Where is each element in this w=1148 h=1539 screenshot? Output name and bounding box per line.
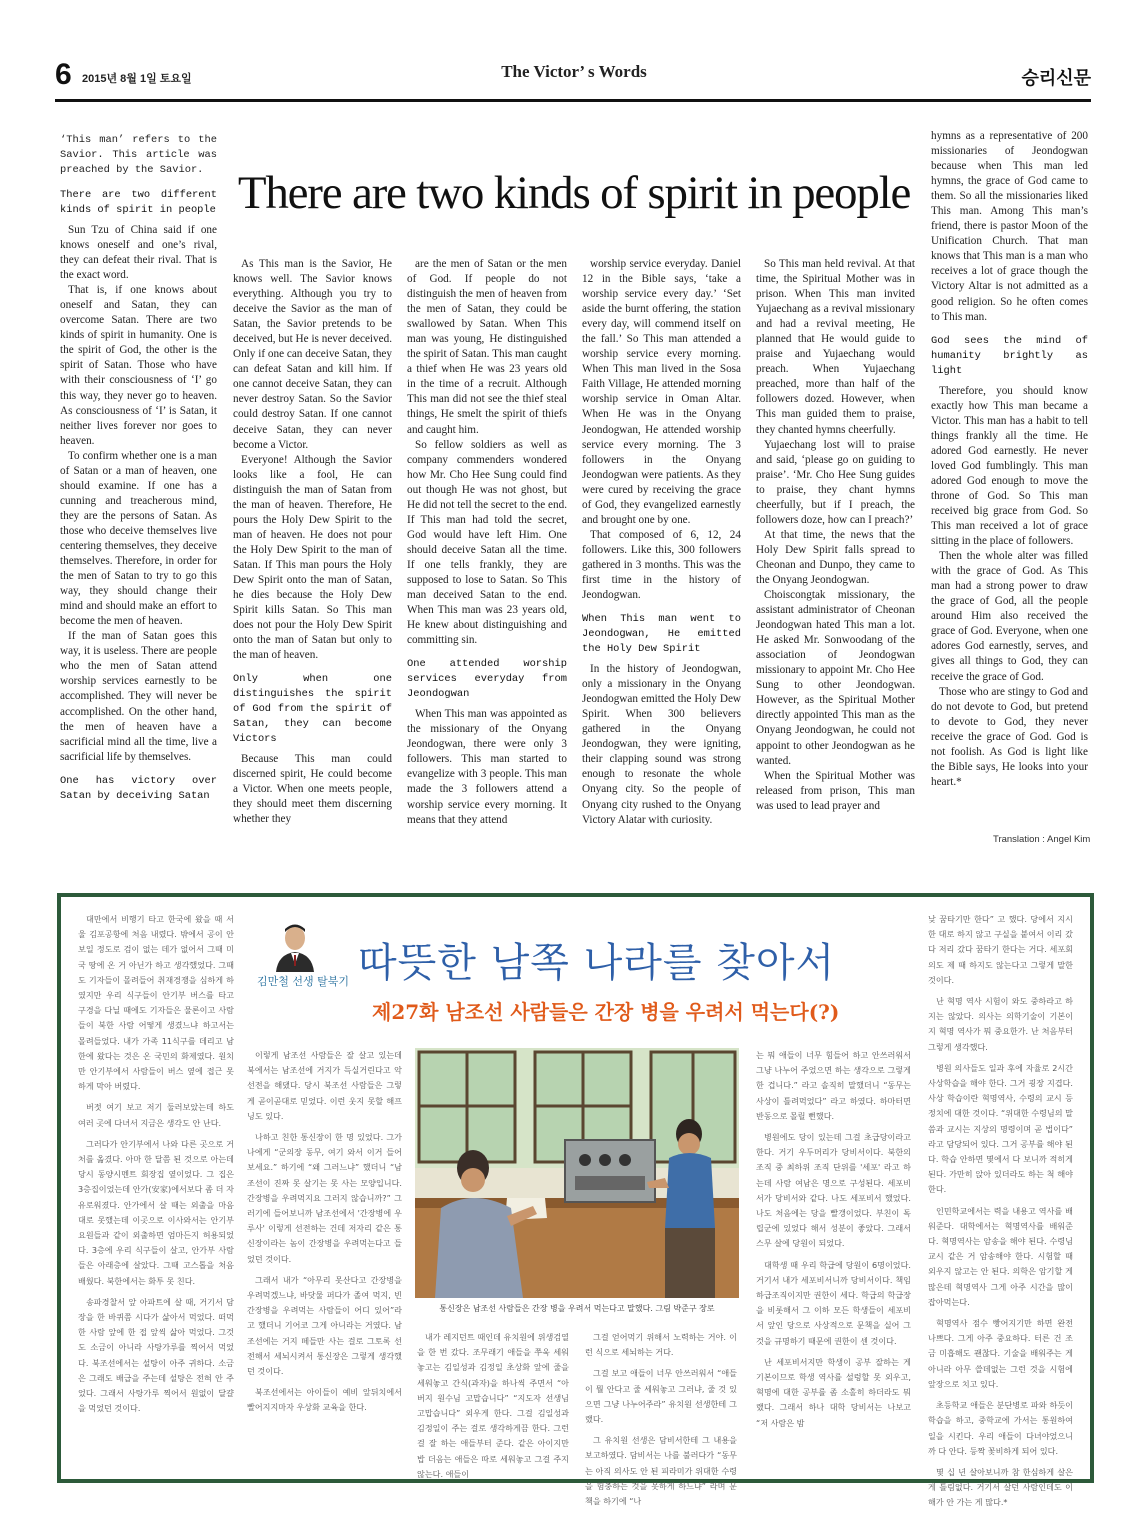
paragraph: 내가 레지던트 때인데 유치원에 위생검열을 한 번 갔다. 조무래기 애들을 쭈욱 세워놓고는 김일성과 김정일 초상화 앞에 줄을 세워놓고 간식(과자)을 하나씩 주면서 “아버지 원수님 고맙습니다” “지도자 선생님 고맙습니다” 외우게 한다. 그걸 김일성과 김정일이 주는 걸로 생각하게끔 한다. 그런 걸 잘 하는 애들부터 준다. 같은 아이지만 밥 더음는 애들은 따로 세워놓고 그걸 주지 않는다. 애들이 [417,1332,569,1479]
paragraph: That is, if one knows about oneself and Satan, they can overcome Satan. There are two kinds of spirit in humanity. One is the spirit of God, the other is the spirit of Satan. Those who have with their consciousness of ‘I’ go this way, they never go to heaven. As consciousness of ‘I’ is Satan, it neither lives forever nor goes to heaven. [60,284,217,447]
korean-column-3 [417,1330,569,1488]
subhead: There are two different kinds of spirit in people [60,189,217,216]
korean-column-6 [928,912,1073,1517]
author-portrait [272,920,318,972]
korean-column-4 [585,1330,737,1515]
paragraph: 북조선에서는 아이들이 예비 앞뒤치에서 빨어지지마자 우상화 교육을 한다. [247,1387,402,1413]
paragraph: 낮 꿈타기만 한다” 고 했다. 당에서 지시한 대로 하지 않고 구실을 붙여서 이리 갔다 저리 갔다 꿈타기 한다는 거다. 세포회의도 제 때 하지도 않는다고 그렇게 말한 것이다. [928,914,1073,985]
illustration-caption: 통신장은 남조선 사람들은 간장 병을 우려서 먹는다고 말했다. 그림 박준구 장로 [439,1304,715,1313]
paragraph: 버젓 여기 보고 저기 둘러보았는데 하도 여러 곳에 다녀서 지금은 생각도 안 난다. [78,1102,234,1128]
paragraph: 송파경찰서 앞 아파트에 살 때, 거기서 담장을 한 바퀴쯤 시다가 삶아서 먹었다. 떠먹 한 사람 앞에 한 접 앞씩 삶아 먹었다. 그것도 소금이 아니라 사탕가루를 찍어서 먹었다. 북조선에서는 설탕이 아주 귀하다. 소금은 그래도 배급을 주는데 설탕은 전혀 안 주었다. 그래서 사탕가루 찍어서 원없이 달걀을 먹었던 것이다. [78,1296,234,1414]
article-column-2 [233,257,392,828]
korean-subtitle: 제27화 남조선 사람들은 간장 병을 우려서 먹는다(?) [372,1000,840,1024]
paragraph: To confirm whether one is a man of Satan or a man of heaven, one should examine. If one has a cunning and treacherous mind, they are the persons of Satan. As those who deceive themselves live centering themselves, they deceive themselves. Therefore, in order for the men of Satan to try to go this way, they should change their mind and should make an effort to become the men of heaven. [60,449,217,628]
paragraph: As This man is the Savior, He knows well. The Savior knows everything. Although you try to deceive the Savior as the man of Satan, the Savior pretends to be deceived, but He is never deceived. Only if one can deceive Satan, they can defeat Satan and kill him. If one cannot deceive Satan, they can never destroy Satan. So the Savior could destroy Satan. If one cannot deceive Satan, they can never become a Victor. [233,258,392,451]
author-label: 김만철 선생 탈북기 [257,975,350,988]
paragraph: That composed of 6, 12, 24 followers. Like this, 300 followers gathered in 3 months. This was the first time in the history of Jeondogwan. [582,528,741,602]
translator-credit: Translation : Angel Kim [993,834,1091,845]
paragraph: 는 뭐 애들이 너무 힘들어 하고 안쓰러워서 그냥 나누어 주었으면 하는 생각으로 그렇게 한 겁니다.” 라고 솔직히 말했더니 “동무는 사상이 틀려먹었다” 라고 하였다. 하마터면 반동으로 몰릴 뻔했다. [756,1050,911,1121]
paragraph: Sun Tzu of China said if one knows oneself and one’s rival, they can defeat their rival. That is the exact word. [60,224,217,282]
paragraph: So fellow soldiers as well as company commenders wondered how Mr. Cho Hee Sung could find out though He was not ghost, but He did not tell the secret to the end. If This man had told the secret, God would have left Him. One should deceive Satan all the time. If one tells frankly, they are supposed to lose to Satan. So This man deceived Satan to the end. When This man was 23 years old, He knew about distinguishing and committing sin. [407,438,567,647]
paragraph: 병원 의사들도 일과 후에 자율로 2시간 사상학습을 해야 한다. 그거 굉장 지겹다. 사상 학습이란 혁명역사, 수령의 교시 등 정치에 대한 것이다. “위대한 수령님의 말씀과 교시는 지상의 명령이며 곧 법이다” 라고 담당되어 있다. 그거 공부를 해야 된다. 학습 안하면 몇에서 다 보니까 적히게 된다. 가만히 앉아 있더라도 하는 척 해야 한다. [928,1062,1073,1195]
paragraph: 초등학교 애들은 분단병로 파와 하듯이 학습을 하고, 중학교에 가서는 통원하여 일을 시킨다. 우리 애들이 다녀야었으니까 다 안다. 등짝 꽃비하게 되어 있다. [928,1400,1073,1456]
article-column-6 [931,129,1088,790]
paragraph: 그 유치원 선생은 담비서한테 그 내용을 보고하였다. 담비서는 나를 불러다가 “동무는 아직 의사도 안 된 피라미가 위대한 수령을 험충하는 것을 못하게 하느냐” 라며 문책을 하기에 “나 [585,1435,737,1507]
illustration [415,1048,739,1298]
korean-title: 따뜻한 남쪽 나라를 찾아서 [358,940,836,986]
paragraph: 병원에도 당이 있는데 그걸 초급당이라고 한다. 거기 우두머리가 당비서이다. 북한의 조직 중 최하위 조직 단위를 '세포' 라고 하는데 사람 여남은 명으로 구성된다. 세포비서가 당비서와 같다. 나도 세포비서 했었다. 나도 처음에는 당을 빨갱이었다. 부친이 독립군에 있었다 해서 성분이 좋았다. 그래서 스무 살에 당원이 되었다. [756,1132,911,1249]
subhead: One has victory over Satan by deceiving Satan [60,774,217,802]
article-headline: There are two kinds of spirit in people [237,167,911,219]
paragraph: worship service everyday. Daniel 12 in the Bible says, ‘take a worship service every day.’ ‘Set aside the burnt offering, the station every day, will commend itself on the fall.’ So This man attended a worship service every morning. When This man lived in the Sosa Faith Village, He attended morning worship service in Oman Altar. When He was in the Onyang Jeondogwan, He attended worship service every morning. The 3 followers in the Onyang Jeondogwan were patients. As they were cured by receiving the grace of God, they evangelized earnestly and brought one by one. [582,258,741,526]
section-title: The Victor’ s Words [501,62,647,81]
article-column-5 [756,257,915,814]
subhead: God sees the mind of humanity brightly as light [931,334,1088,377]
paragraph: 인민학교에서는 력을 내용고 역사를 배워준다. 대학에서는 혁명역사를 배워준다. 혁명역사는 암송을 해야 된다. 수령님 교시 같은 거 암송해야 한다. 시험할 때 외우지 않고는 안 된다. 의학은 암기할 게 많은데 혁명역사 그게 아주 시간을 많이 잡아먹는다. [928,1205,1073,1307]
paragraph: 이렇게 남조선 사람들은 잘 살고 있는데 북에서는 남조선에 거지가 득실거린다고 악선전을 해댔다. 당시 북조선 사람들은 그렇게 곧이곧대로 믿었다. 이런 웃지 못할 해프닝도 있다. [247,1050,402,1121]
paragraph: Because This man could discerned spirit, He could become a Victor. When one meets people, they should meet them discerning whether they [233,753,392,826]
subhead: Only when one distinguishes the spirit of God from the spirit of Satan, they can become Victors [233,673,392,746]
paragraph: If the man of Satan goes this way, it is useless. There are people who the men of Satan attend worship services earnestly to be accomplished. They will never be accomplished. On the other hand, the men of heaven have a sacrificial mind all the time, live a sacrificial life by themselves. [60,630,217,763]
paragraph: Those who are stingy to God and do not devote to God, but pretend to devote to God, they never receive the grace of God. God is not foolish. As God is light like the Bible says, He looks into your heart.* [931,685,1088,788]
paragraph: When This man was appointed as the missionary of the Onyang Jeondogwan, there were only 3 followers. This man started to evangelize with 3 people. This man made the 3 followers attend a worship service every morning. It means that they attend [407,708,567,826]
korean-column-5 [756,1048,911,1437]
paragraph: 그걸 얻어먹기 위해서 노력하는 거야. 이런 식으로 세뇌하는 거다. [585,1332,737,1358]
paragraph: Choiscongtak missionary, the assistant administrator of Cheonan Jeondogwan hated This man a lot. He asked Mr. Sonwoodang of the association of Jeondogwan missionary to appoint Mr. Cho Hee Sung to other Jeondogwan. However, as the Spiritual Mother directly appointed This man as the Onyang Jeondogwan, he could not appoint to other Jeondogwan as he wanted. [756,589,915,767]
korean-column-1 [78,912,234,1423]
paragraph: Everyone! Although the Savior looks like a fool, He can distinguish the man of Satan from the man of heaven. Therefore, He pours the Holy Dew Spirit to the man of heaven. He does not pour the Holy Dew Spirit to the man of Satan. If This man pours the Holy Dew Spirit onto the man of Satan, he dies because the Holy Dew Spirit kills Satan. So This man does not pour the Holy Dew Spirit onto the man of Satan but only to the man of heaven. [233,453,392,662]
paragraph: 난 세포비서지만 학생이 공부 잘하는 게 기본이므로 학생 역사를 설렁할 못 외우고, 혁명에 대한 공부를 좀 소홀히 하더라도 뭐랬다. 그래서 하나 대학 당비서는 나보고 “저 사람은 밤 [756,1356,911,1428]
paper-name: 승리신문 [1021,68,1091,89]
article-column-1 [60,133,217,809]
paragraph: 난 혁명 역사 시험이 와도 중하라고 하지는 않았다. 의사는 의학기술이 기본이지 혁명 역사가 뭐 중요한가. 난 처음부터 그렇게 생각했다. [928,996,1073,1052]
issue-date: 2015년 8월 1일 토요일 [82,73,192,85]
paragraph: Therefore, you should know exactly how This man became a Victor. This man has a habit to tell things frankly all the time. He adored God earnestly. He never loved God fumblingly. This man adored God enough to move the throne of God. So This man received big grace from God. So This man received a lot of grace sitting in the place of followers. [931,384,1088,548]
paragraph: 그래서 내가 “아무리 못산다고 간장병을 우려먹겠느냐, 바닷물 퍼다가 졸여 먹지, 빈 간장병을 우려먹는 사람들이 어디 있어”라고 했더니 기어코 그게 아니라는 거였다. 남조선에는 거지 떼들만 사는 걸로 그토록 선전해서 세뇌시켜서 통신장은 그렇게 생각했던 것이다. [247,1274,402,1377]
paragraph: hymns as a representative of 200 missionaries of Jeondogwan because when This man led hymns, the grace of God came to them. So all the missionaries liked This man. Among This man’s friend, there is pastor Moon of the Unification Church. That man knows that This man is a man who receives a lot of grace though the Victory Altar is not admitted as a good religion. So he often comes to This man. [931,130,1088,323]
article-lead: ‘This man’ refers to the Savior. This article was preached by the Savior. [60,134,217,176]
paragraph: 몇 십 년 살아보니까 참 한심하게 살은 게 틀림없다. 거기서 살던 사람인데도 이해가 안 가는 게 많다.* [928,1466,1073,1508]
paragraph: 혁명역사 점수 빵어지기만 하면 완전 나쁘다. 그게 아주 중요하다. 터른 건 조금 미흡해도 괜찮다. 기술을 배워주는 게 아니라 아무 쓸데없는 그런 것을 시험에 앞장으로 치고 있다. [928,1318,1073,1389]
header-rule [55,99,1091,102]
article-column-4 [582,257,741,828]
paragraph: Yujaechang lost will to praise and said, ‘please go on guiding to praise’. ‘Mr. Cho Hee Sung guides to praise, they chant hymns cheerfully, but if I preach, the followers doze, how can I preach?’ [756,438,915,526]
paragraph: 그러다가 안기부에서 나와 다른 곳으로 거처를 옮겼다. 아마 한 달쯤 된 것으로 아는데 당시 동양시멘트 회장집 옆이었다. 그 집은 3층집이었는데 안가(安家)에서보다 좀 더 자유로워졌다. 안가에서 살 때는 외출을 마음대로 못했는데 이곳으로 이사와서는 안기부 요원들과 같이 외출하면 엄마든지 허용되었다. 3층에 우리 식구들이 살고, 안가부 사람들은 아래층에 살았다. 그때 고스톱을 처음 배웠다. 북한에서는 화투 못 친다. [78,1138,234,1286]
subhead: One attended worship services everyday from Jeondogwan [407,658,567,701]
paragraph: In the history of Jeondogwan, only a missionary in the Onyang Jeondogwan emitted the Holy Dew Spirit. When 300 believers gathered in the Onyang Jeondogwan, they were igniting, their clapping sound was strong enough to resonate the whole Onyang city. So the people of Onyang city rushed to the Onyang Victory Alatar with curiosity. [582,663,741,826]
subhead: When This man went to Jeondogwan, He emitted the Holy Dew Spirit [582,613,741,656]
paragraph: Then the whole alter was filled with the grace of God. As This man had a strong power to draw the grace of God, all the people around Him also received the grace of God. Everyone, when one adores God earnestly, serves, and gives all things to God, they can receive the grace of God. [931,550,1088,683]
paragraph: 대만에서 비행기 타고 한국에 왔을 때 서울 김포공항에 처음 내렸다. 밖에서 공이 안 보일 정도로 검이 없는 데가 없어서 그때 미국 땅에 온 거 아닌가 하고 생각했었다. 그때도 기자들이 몰려들어 취재경쟁을 심하게 하였지만 우리 식구들이 안기부 버스를 타고 구경을 다닐 때에도 기자들은 물론이고 사람들이 북한 사람 어떻게 생겼느냐 하고서는 몰려들었다. 내가 가족 11식구를 데리고 남한에 왔다는 것은 온 국민의 화제였다. 원치만 안기부에서 사람들이 버스 옆에 접근 못하게 막아 버렸다. [78,914,234,1092]
paragraph: 그걸 보고 애들이 너무 안쓰러워서 “애들이 뭘 안다고 줄 세워놓고 그러냐, 줄 것 있으면 그냥 나누어주라” 유치원 선생한테 그랬다. [585,1368,737,1425]
paragraph: 나하고 친한 통신장이 한 명 있었다. 그가 나에게 “군의장 동무, 여기 와서 이거 들어보세요.” 하기에 “왜 그러느냐” 했더니 “남조선이 진짜 못 살기는 못 사는 모양입니다. 간장병을 우려먹지요 그러지 않습니까?” 그러기에 들어보니까 남조선에서 '간장병에 우루사' 이렇게 선전하는 건데 저자리 같은 통신장이라는 놈이 간장병을 우려먹는다고 들었던 것이다. [247,1132,402,1264]
paragraph: 대학생 때 우리 학급에 당원이 6명이었다. 거기서 내가 세포비서니까 당비서이다. 책임 하급조직이지만 권한이 세다. 학급의 학급장을 비롯해서 그 이하 모든 학생들이 세포비서 앞인 당으로 사상적으로 문책을 실어 그것을 규명하기 때문에 권한이 센 것이다. [756,1259,911,1346]
paragraph: So This man held revival. At that time, the Spiritual Mother was in prison. When This man invited Yujaechang as a revival missionary and had a revival meeting, He planned that He would guide to praise and Yujaechang would preach. When Yujaechang preached, more than half of the followers dozed. However, when This man guided them to praise, they chanted hymns cheerfully. [756,258,915,436]
korean-column-2 [247,1048,402,1422]
paragraph: At that time, the news that the Holy Dew Spirit falls spread to Cheonan and Dunpo, they came to the Onyang Jeondogwan. [756,528,915,586]
paragraph: are the men of Satan or the men of God. If people do not distinguish the men of heaven from the men of Satan, they could be swallowed by Satan. When This man was young, He distinguished the spirit of Satan. This man caught a thief when He was 23 years old in the time of a recruit. Although This man did not see the thief steal things, He smelt the spirit of thiefs and caught him. [407,258,567,436]
paragraph: When the Spiritual Mother was released from prison, This man was used to lead prayer and [756,769,915,812]
page-number: 6 [55,58,72,91]
article-column-3 [407,257,567,828]
